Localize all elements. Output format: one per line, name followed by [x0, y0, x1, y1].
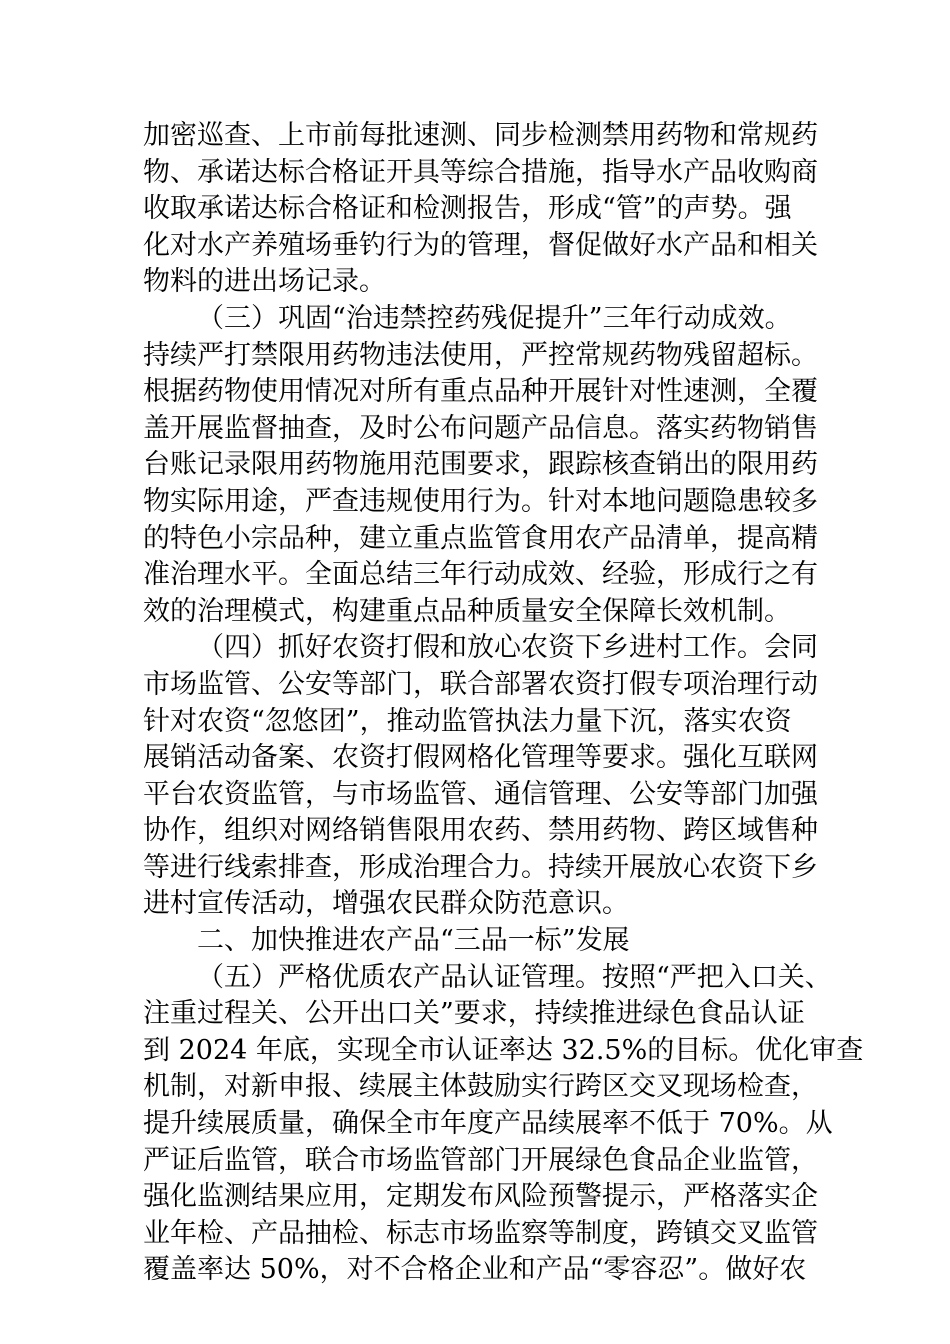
- text-line: 针对农资“忽悠团”，推动监管执法力量下沉，落实农资: [143, 705, 792, 737]
- text-line: 物实际用途，严查违规使用行为。针对本地问题隐患较多: [143, 485, 818, 517]
- text-line: 严证后监管，联合市场监管部门开展绿色食品企业监管，: [143, 1144, 818, 1176]
- text-line: 提升续展质量，确保全市年度产品续展率不低于 70%。从: [143, 1108, 833, 1140]
- text-line: 注重过程关、公开出口关”要求，持续推进绿色食品认证: [143, 998, 805, 1030]
- chapter-heading-2: 二、加快推进农产品“三品一标”发展: [197, 925, 630, 957]
- text-line: 物料的进出场记录。: [143, 266, 386, 298]
- text-line: 收取承诺达标合格证和检测报告，形成“管”的声势。强: [143, 193, 792, 225]
- text-line: 的特色小宗品种，建立重点监管食用农产品清单，提高精: [143, 522, 818, 554]
- document-body: [143, 118, 864, 1289]
- text-line: 盖开展监督抽查，及时公布问题产品信息。落实药物销售: [143, 412, 818, 444]
- text-line: 覆盖率达 50%，对不合格企业和产品“零容忍”。做好农: [143, 1254, 807, 1286]
- text-line: 市场监管、公安等部门，联合部署农资打假专项治理行动: [143, 668, 818, 700]
- text-line: 效的治理模式，构建重点品种质量安全保障长效机制。: [143, 595, 791, 627]
- text-line: 机制，对新申报、续展主体鼓励实行跨区交叉现场检查，: [143, 1071, 818, 1103]
- text-line: 业年检、产品抽检、标志市场监察等制度，跨镇交叉监管: [143, 1217, 818, 1249]
- text-line: 等进行线索排查，形成治理合力。持续开展放心农资下乡: [143, 851, 818, 883]
- section-heading-5: （五）严格优质农产品认证管理。按照“严把入口关、: [197, 961, 832, 993]
- text-line: 化对水产养殖场垂钓行为的管理，督促做好水产品和相关: [143, 229, 818, 261]
- text-line: 平台农资监管，与市场监管、通信管理、公安等部门加强: [143, 778, 818, 810]
- text-line: 持续严打禁限用药物违法使用，严控常规药物残留超标。: [143, 339, 818, 371]
- text-line: 展销活动备案、农资打假网格化管理等要求。强化互联网: [143, 742, 818, 774]
- section-heading-4: （四）抓好农资打假和放心农资下乡进村工作。会同: [197, 632, 818, 664]
- text-line: 进村宣传活动，增强农民群众防范意识。: [143, 888, 629, 920]
- text-line: 强化监测结果应用，定期发布风险预警提示，严格落实企: [143, 1181, 818, 1213]
- text-line: 台账记录限用药物施用范围要求，跟踪核查销出的限用药: [143, 449, 818, 481]
- text-line: 协作，组织对网络销售限用农药、禁用药物、跨区域售种: [143, 815, 818, 847]
- text-line: 到 2024 年底，实现全市认证率达 32.5%的目标。优化审查: [143, 1034, 864, 1066]
- text-line: 根据药物使用情况对所有重点品种开展针对性速测，全覆: [143, 376, 818, 408]
- text-line: 加密巡查、上市前每批速测、同步检测禁用药物和常规药: [143, 120, 818, 151]
- text-line: 物、承诺达标合格证开具等综合措施，指导水产品收购商: [143, 156, 818, 188]
- text-line: 准治理水平。全面总结三年行动成效、经验，形成行之有: [143, 559, 818, 591]
- section-heading-3: （三）巩固“治违禁控药残促提升”三年行动成效。: [197, 302, 792, 334]
